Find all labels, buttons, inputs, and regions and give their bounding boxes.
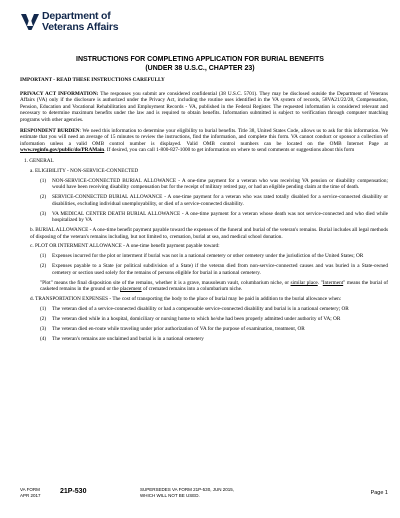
item-number: (2)	[40, 315, 47, 322]
item-number: (3)	[40, 325, 47, 332]
title-line1: INSTRUCTIONS FOR COMPLETING APPLICATION FOR BURIAL BENEFITS	[76, 56, 324, 63]
list-item-d3	[40, 326, 388, 333]
item-text: The veteran died while in a hospital, domiciliary or nursing home to which he/she had been properly admitted under authority of VA; OR	[52, 315, 341, 322]
definition-underlined: similar place	[290, 279, 318, 286]
document-title	[0, 55, 400, 73]
item-text: NON-SERVICE-CONNECTED BURIAL ALLOWANCE - A one-time payment for a veteran who was receiving VA pension or disability compensation; would have been receiving disability compensation but for the receipt of military retired pay, or had an eligible pending claim at the time of death.	[52, 177, 388, 191]
form-label	[20, 487, 41, 498]
privacy-act-text: The responses you submit are considered confidential (38 U.S.C. 5701). They may be disclosed outside the Department of Veterans Affairs (VA) only if the disclosure is authorized under the Privacy Act, including the routine uses identified in the VA system of records, 58VA21/22/28, Compensation, Pension, Education and Vocational Rehabilitation and Employment Records - VA, published in the Federal Register. The requested information is considered relevant and necessary to determine maximum benefits under the law and is required to obtain benefits. Information submitted is subject to verification through computer matching programs with other agencies.	[20, 90, 388, 123]
important-notice: IMPORTANT - READ THESE INSTRUCTIONS CAREFULLY	[20, 77, 165, 83]
respondent-burden-text: : We need this information to determine your eligibility to burial benefits. Title 38, United States Code, allows us to ask for this information. We estimate that you will need an average of 15 minutes to review the instructions, find the information, and complete this form. VA cannot conduct or sponsor a collection of information unless a valid OMB control number is displayed. Valid OMB control numbers can be located on the OMB Internet Page at	[20, 127, 388, 147]
item-number: (1)	[40, 305, 47, 312]
omb-link[interactable]: www.reginfo.gov/public/do/PRAMain	[20, 147, 105, 154]
supersedes-note	[140, 487, 234, 498]
item-number: (2)	[40, 263, 47, 270]
section-c-heading: c. PLOT OR INTERMENT ALLOWANCE - A one-time benefit payment payable toward:	[30, 243, 220, 250]
definition-text: of cremated remains into a columbarium niche.	[141, 286, 243, 293]
list-item-a3	[40, 211, 388, 224]
definition-text: "Plot" means the final disposition site of the remains, whether it is a grave, mausoleum vault, columbarium niche, or	[40, 279, 291, 286]
form-number: 21P-530	[60, 488, 87, 495]
definition-underlined: placement	[120, 286, 142, 293]
item-number: (4)	[40, 335, 47, 342]
supersedes-line2: WHICH WILL NOT BE USED.	[140, 492, 200, 498]
section-general-heading: 1. GENERAL	[24, 158, 54, 165]
logo-text-line1: Department of	[42, 10, 111, 22]
list-item-a2	[40, 194, 388, 207]
item-text: VA MEDICAL CENTER DEATH BURIAL ALLOWANCE - A one-time payment for a veteran whose death was not service-connected and who died while hospitalized by VA	[52, 210, 388, 224]
section-b-paragraph: b. BURIAL ALLOWANCE - A one-time benefit payment payable toward the expenses of the funeral and burial of the veteran's remains. Burial includes all legal methods of disposing of the veteran's remains including, but not limited to, cremation, burial at sea, and medical school donation.	[30, 227, 388, 240]
respondent-burden-text-end: . If desired, you can call 1-800-827-1000 to get information on where to send comments or suggestions about this form	[104, 147, 355, 154]
list-item-c2	[40, 263, 388, 276]
instructions-body	[20, 77, 388, 346]
title-line2: (UNDER 38 U.S.C., CHAPTER 23)	[145, 65, 255, 72]
page-number: Page 1	[370, 490, 388, 496]
definition-text: . "	[317, 279, 323, 286]
definition-text: " means the burial of casketed remains in the ground or the	[40, 279, 388, 293]
plot-definition	[40, 280, 388, 293]
definition-underlined: Interment	[322, 279, 344, 286]
page-footer	[20, 487, 388, 507]
list-item-d1	[40, 306, 388, 313]
list-item-c1	[40, 253, 388, 260]
supersedes-line1: SUPERSEDES VA FORM 21P-530, JUN 2015,	[140, 487, 234, 492]
item-number: (2)	[40, 194, 47, 201]
item-text: The veteran died of a service-connected disability or had a compensable service-connected disability and burial is in a national cemetery; OR	[52, 305, 349, 312]
item-number: (3)	[40, 210, 47, 217]
item-number: (1)	[40, 177, 47, 184]
item-text: SERVICE-CONNECTED BURIAL ALLOWANCE - A one-time payment for a veteran who was rated totally disabled for a service-connected disability or disabilities, excluding individual unemployability, or died of a service-connected disability.	[52, 194, 388, 207]
privacy-act-label: PRIVACY ACT INFORMATION:	[20, 90, 99, 97]
list-item-a1	[40, 178, 388, 191]
va-seal-icon	[20, 11, 40, 31]
list-item-d4	[40, 336, 388, 343]
section-a-heading: a. ELIGIBILITY - NON-SERVICE-CONNECTED	[30, 168, 139, 175]
item-number: (1)	[40, 252, 47, 259]
respondent-burden-paragraph	[20, 128, 388, 154]
item-text: Expenses payable to a State (or political subdivision of a State) if the veteran died from non-service-connected causes and was buried in a State-owned cemetery or section used solely for the remains of persons eligible for burial in a national cemetery.	[52, 263, 388, 276]
privacy-act-paragraph	[20, 91, 388, 124]
item-text: Expenses incurred for the plot or interment if burial was not in a national cemetery or other cemetery under the jurisdiction of the United States; OR	[52, 252, 364, 259]
logo-text-line2: Veterans Affairs	[42, 21, 119, 33]
item-text: The veteran died en-route while traveling under prior authorization of VA for the purpose of examination, treatment, OR	[52, 325, 305, 332]
item-text: The veteran's remains are unclaimed and burial is in a national cemetery	[52, 335, 204, 342]
form-label-line1: VA FORM	[20, 487, 40, 492]
respondent-burden-label: RESPONDENT BURDEN	[20, 127, 80, 134]
list-item-d2	[40, 316, 388, 323]
section-d-heading: d. TRANSPORTATION EXPENSES - The cost of transporting the body to the place of burial may be paid in addition to the burial allowance when:	[30, 296, 342, 303]
va-logo	[20, 10, 150, 32]
form-label-line2: APR 2017	[20, 492, 41, 498]
